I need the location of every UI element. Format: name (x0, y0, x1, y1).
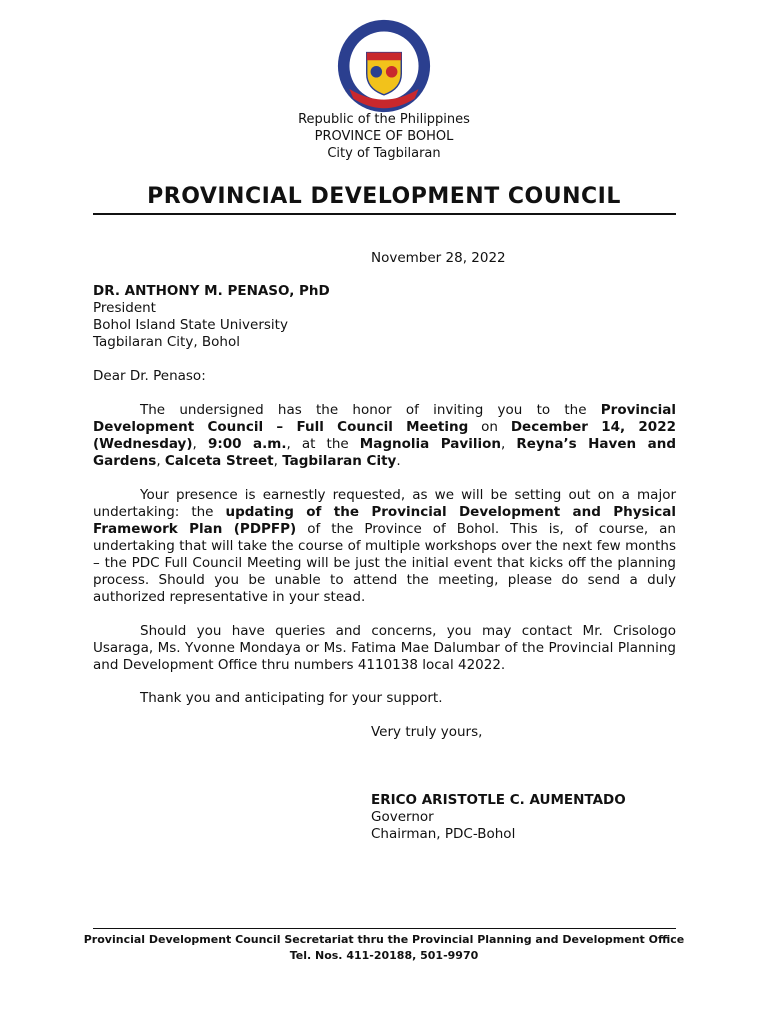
event-street: Calceta Street (164, 453, 274, 469)
text-run: The undersigned has the honor of inviting you to the (140, 402, 601, 418)
text-run: , (273, 453, 283, 469)
event-date: December 14, 2022 (Wednesday) (93, 419, 676, 452)
addressee-block (93, 283, 330, 351)
header-province: PROVINCE OF BOHOL (314, 129, 454, 144)
text-run: , (500, 436, 517, 452)
paragraph-contacts (93, 623, 676, 674)
seal-emblem-left (371, 66, 383, 78)
signatory-name: ERICO ARISTOTLE C. AUMENTADO (371, 792, 626, 808)
footer (0, 932, 768, 964)
text-run: , (192, 436, 208, 452)
salutation: Dear Dr. Penaso: (93, 368, 206, 384)
event-venue-place: Reyna’s Haven and Gardens (93, 436, 677, 469)
event-time: 9:00 a.m. (207, 436, 287, 452)
text-run: Should you have queries and concerns, you may contact Mr. Crisologo Usaraga, Ms. Yvonne Mondaya or Ms. Fatima Mae Dalumbar of the Provincial Planning and Development Office thru numbers 4110138 local 42022. (93, 623, 676, 673)
footer-divider (93, 928, 676, 929)
text-run: of the Province of Bohol. This is, of course, an undertaking that will take the course of multiple workshops over the next few months – the PDC Full Council Meeting will be just the initial event that kicks off the planning process. Should you be unable to attend the meeting, please do send a duly authorized representative in your stead. (93, 521, 676, 605)
text-run: . (396, 453, 401, 469)
title-divider (93, 213, 676, 215)
addressee-name: DR. ANTHONY M. PENASO, PhD (93, 283, 330, 299)
text-run: , (156, 453, 165, 469)
signatory-block (371, 792, 626, 843)
province-seal (336, 18, 432, 114)
addressee-institution: Bohol Island State University (93, 317, 288, 333)
seal-shield-band (367, 53, 402, 61)
signatory-title: Governor (371, 809, 434, 825)
paragraph-invitation (93, 402, 676, 470)
event-city: Tagbilaran City (282, 453, 397, 469)
letter-date: November 28, 2022 (371, 250, 506, 266)
header-republic: Republic of the Philippines (298, 112, 470, 127)
addressee-position: President (93, 300, 156, 316)
footer-office: Provincial Development Council Secretariat thru the Provincial Planning and Development Office (83, 933, 685, 946)
footer-phone: Tel. Nos. 411-20188, 501-9970 (289, 949, 479, 962)
event-name: Provincial Development Council – Full Council Meeting (93, 402, 676, 435)
addressee-location: Tagbilaran City, Bohol (93, 334, 240, 350)
paragraph-purpose (93, 487, 676, 606)
complimentary-close: Very truly yours, (371, 724, 483, 740)
event-venue: Magnolia Pavilion (359, 436, 501, 452)
text-run: Your presence is earnestly requested, as we will be setting out on a major undertaking: the (93, 487, 676, 520)
text-run: on (468, 419, 511, 435)
council-title: PROVINCIAL DEVELOPMENT COUNCIL (147, 184, 621, 209)
header-city: City of Tagbilaran (327, 146, 441, 161)
signatory-role: Chairman, PDC-Bohol (371, 826, 516, 842)
paragraph-thanks: Thank you and anticipating for your support. (140, 690, 443, 706)
text-run: , at the (286, 436, 360, 452)
plan-name: updating of the Provincial Development and Physical Framework Plan (PDPFP) (93, 504, 676, 537)
seal-emblem-right (386, 66, 398, 78)
letterhead (0, 111, 768, 162)
